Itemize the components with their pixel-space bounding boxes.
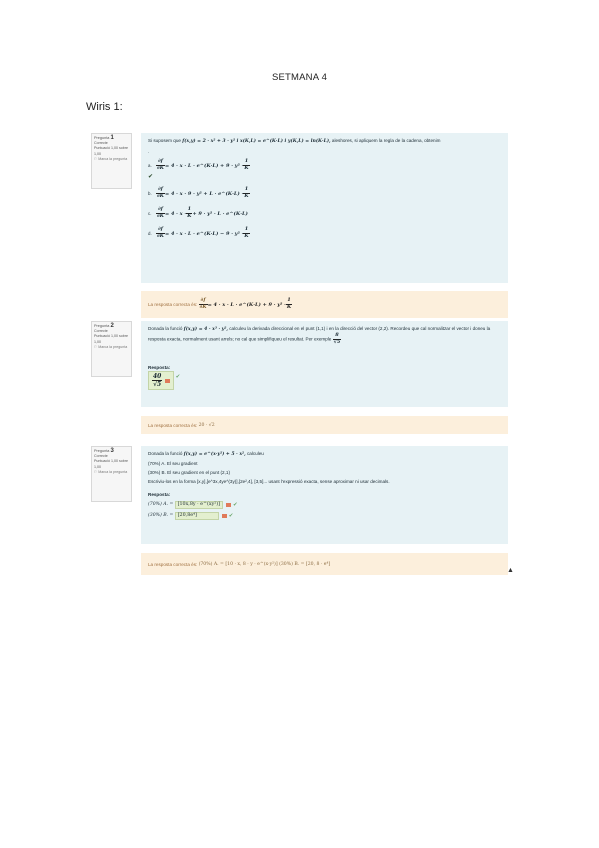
flag-question-link[interactable]: ⚐ Marca la pregunta xyxy=(94,344,128,349)
answer-label: Resposta: xyxy=(148,492,171,497)
question-1-info xyxy=(91,133,132,189)
option-d[interactable]: d. $\frac{\partial f}{\partial K}$ = 4 · x · L · e^(K·L) − 9 · y² · $\frac{1}{K}$ xyxy=(148,226,249,239)
flag-question-link[interactable]: ⚐ Marca la pregunta xyxy=(94,469,128,474)
question-label: Pregunta xyxy=(94,136,110,140)
wiris-editor-icon[interactable] xyxy=(222,514,227,518)
section-title: Wiris 1: xyxy=(86,101,123,113)
scroll-up-arrow-icon[interactable]: ▲ xyxy=(507,567,514,574)
correct-check-icon: ✔ xyxy=(232,502,238,508)
question-1-prompt: Si suposem que f(x,y) = 2 · x² + 3 · y² i x(K,L) = e^(K·L) i y(K,L) = ln(K·L), aleshores, si apliquem la regla de la cadena, obtenim xyxy=(148,138,441,144)
wiris-editor-icon[interactable] xyxy=(226,503,231,507)
answer-row-b: (30%) B. = [20,8e⁴] ✔ xyxy=(148,513,234,519)
answer-label: Resposta: xyxy=(148,365,171,371)
question-3-instructions: Escriviu-los en la forma [x,y],[e^3x,4ye^(3y)],[2e²,4], [3,5]... usant l'expressió exacta, sense aproximar ni usar decimals. xyxy=(148,479,390,484)
correct-check-icon: ✔ xyxy=(228,513,234,519)
option-a[interactable]: a. $\frac{\partial f}{\partial K}$ = 4 · x · L · e^(K·L) + 9 · y² · $\frac{1}{K}$ xyxy=(148,158,249,171)
question-3-part-b: (30%) B. El seu gradient en el punt (2,1) xyxy=(148,470,230,475)
question-2-info: Pregunta 2 Correcte Puntuació 1,00 sobre 1,00 ⚐ Marca la pregunta xyxy=(91,321,132,377)
wiris-editor-icon[interactable] xyxy=(165,379,170,383)
question-number: 1 xyxy=(110,135,114,141)
correct-check-icon: ✔ xyxy=(148,174,154,180)
question-score: Puntuació 1,00 sobre 1,00 xyxy=(94,146,128,156)
correct-check-icon: ✔ xyxy=(175,374,181,381)
answer-input-a[interactable]: [10x,8y · e^(xy²)] xyxy=(175,501,223,509)
question-2-box xyxy=(141,321,508,407)
question-3-box xyxy=(141,446,508,544)
question-3-info: Pregunta 3 Correcte Puntuació 1,00 sobre 1,00 ⚐ Marca la pregunta xyxy=(91,446,132,502)
question-1-dot: . xyxy=(148,149,150,154)
question-3-feedback: La resposta correcta és: (70%) A. = [10 · x, 8 · y · e^(x·y²)] (30%) B. = [20, 8 · e⁴] xyxy=(141,553,508,575)
flag-icon: ⚐ xyxy=(94,156,98,161)
question-1-box xyxy=(141,133,508,283)
answer-input[interactable]: $\frac{40}{√5}$ xyxy=(148,371,174,390)
question-3-prompt: Donada la funció f(x,y) = e^(x·y²) + 5 · x², calculeu xyxy=(148,451,264,457)
answer-input-b[interactable]: [20,8e⁴] xyxy=(175,512,219,520)
question-3-part-a: (70%) A. El seu gradient xyxy=(148,461,198,466)
option-b[interactable]: b. $\frac{\partial f}{\partial K}$ = 4 · x · 9 · y² + L · e^(K·L) · $\frac{1}{K}$ xyxy=(148,186,249,199)
question-2-feedback: La resposta correcta és: 20 · √2 xyxy=(141,416,508,434)
flag-icon: ⚐ xyxy=(94,469,98,474)
question-1-feedback: La resposta correcta és: $\frac{\partial f}{\partial K}$ = 4 · x · L · e^(K·L) + 9 · y² · $\frac{1}{K}$ xyxy=(141,291,508,318)
answer-row-a: (70%) A. = [10x,8y · e^(xy²)] ✔ xyxy=(148,502,238,508)
question-status: Correcte xyxy=(94,141,108,146)
question-2-prompt: Donada la funció f(x,y) = 4 · x³ · y², calculeu la derivada direccional en el punt (1,1) i en la direcció del vector (2,2). Recordeu que cal normalitzar el vector i doneu la resposta exacta, normalment usant arrels; no cal que simplifiqueu el resultat. Per exemple $\frac{8}{√5}$ xyxy=(148,326,491,345)
option-c[interactable]: c. $\frac{\partial f}{\partial K}$ = 4 · x · $\frac{1}{K}$ + 9 · y² · L · e^(K·L) xyxy=(148,206,248,219)
flag-icon: ⚐ xyxy=(94,344,98,349)
page-title: SETMANA 4 xyxy=(271,72,328,83)
flag-question-link[interactable]: ⚐ Marca la pregunta xyxy=(94,156,128,161)
